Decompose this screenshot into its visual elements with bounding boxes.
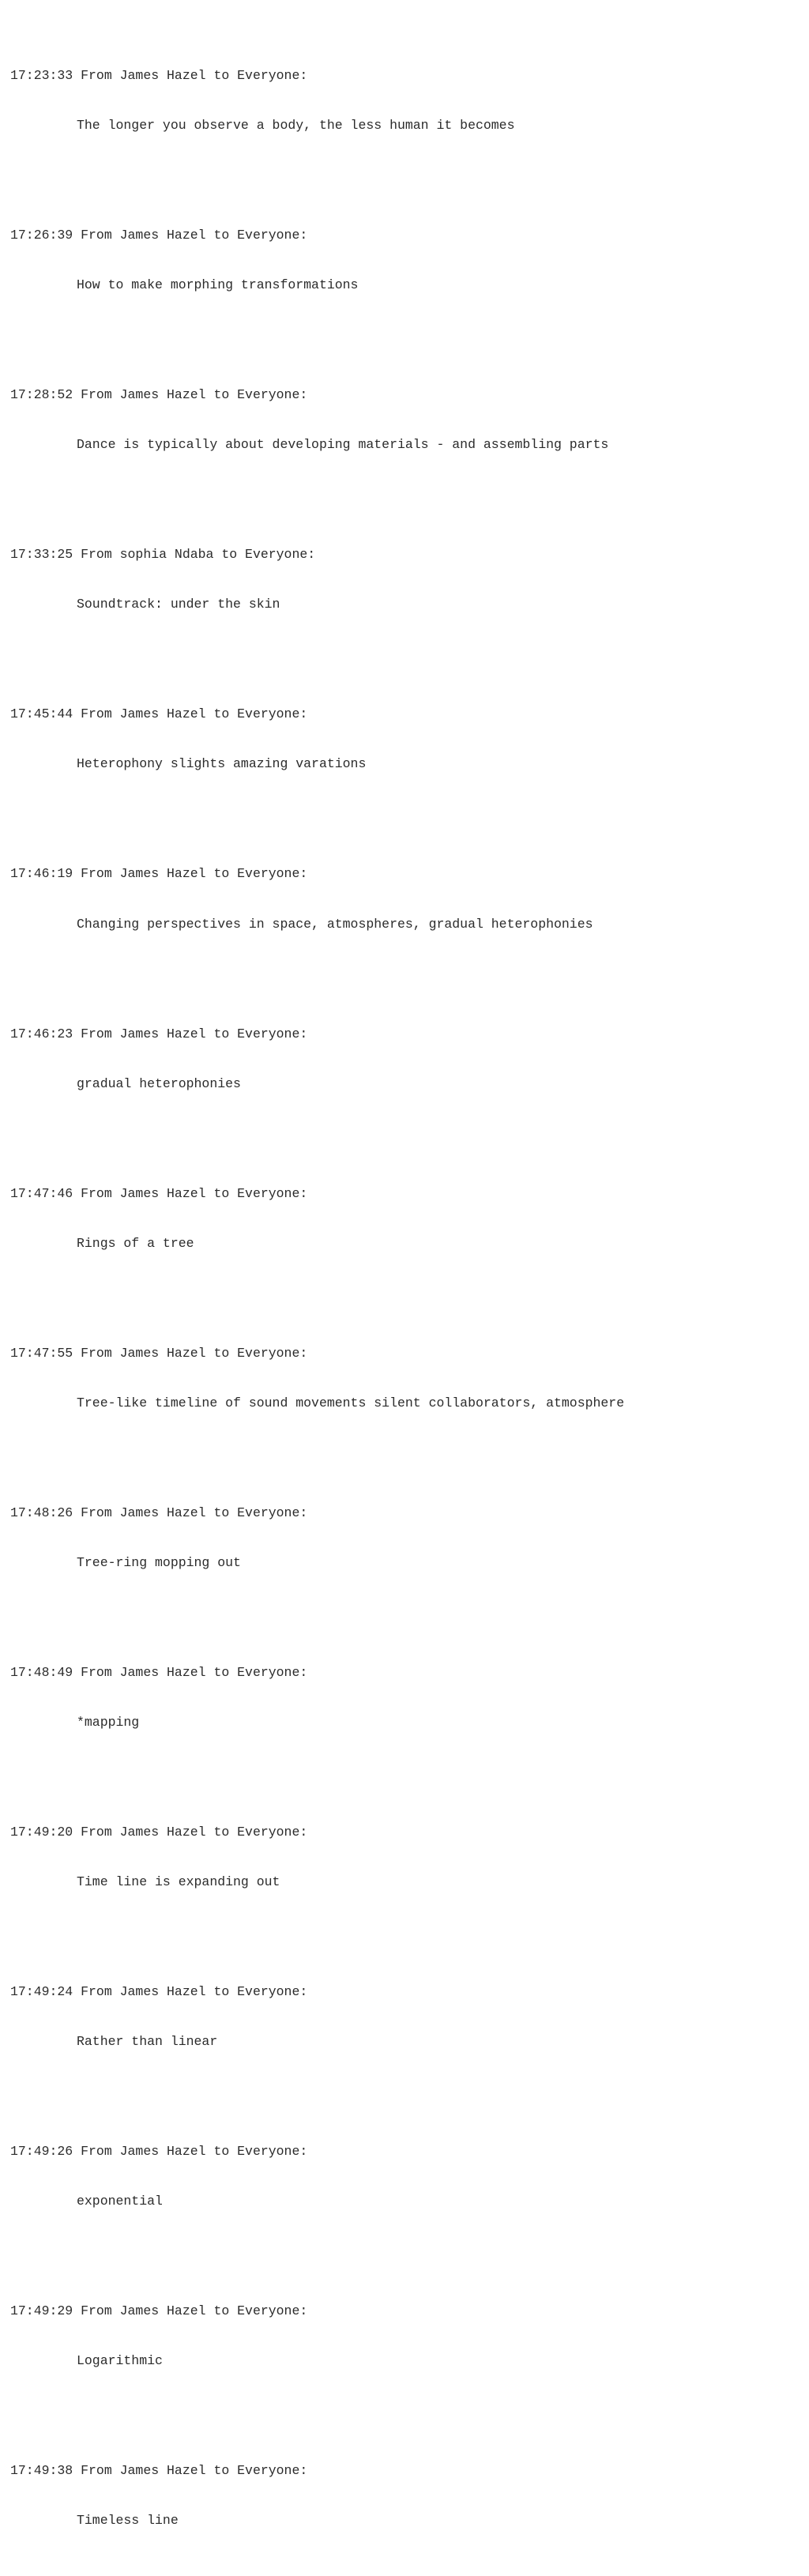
message-text: Timeless line bbox=[77, 2513, 179, 2529]
message-header: 17:46:19 From James Hazel to Everyone: bbox=[10, 866, 308, 882]
message-text: gradual heterophonies bbox=[77, 1075, 241, 1091]
message-text: How to make morphing transformations bbox=[77, 277, 359, 293]
message-header: 17:49:38 From James Hazel to Everyone: bbox=[10, 2463, 308, 2479]
message-header: 17:48:49 From James Hazel to Everyone: bbox=[10, 1664, 308, 1680]
message-text: Tree-like timeline of sound movements silent collaborators, atmosphere bbox=[77, 1395, 625, 1410]
message-header: 17:47:46 From James Hazel to Everyone: bbox=[10, 1185, 308, 1201]
message-text: Changing perspectives in space, atmospheres, gradual heterophonies bbox=[77, 916, 593, 932]
chat-message bbox=[10, 1154, 800, 1283]
message-header: 17:49:26 From James Hazel to Everyone: bbox=[10, 2144, 308, 2160]
chat-message bbox=[10, 36, 800, 165]
chat-message bbox=[10, 1792, 800, 1922]
message-header: 17:45:44 From James Hazel to Everyone: bbox=[10, 706, 308, 722]
message-text: Rather than linear bbox=[77, 2034, 218, 2050]
message-header: 17:23:33 From James Hazel to Everyone: bbox=[10, 68, 308, 83]
message-header: 17:49:24 From James Hazel to Everyone: bbox=[10, 1984, 308, 2000]
message-text: Time line is expanding out bbox=[77, 1874, 280, 1890]
chat-message bbox=[10, 1313, 800, 1443]
chat-message bbox=[10, 834, 800, 963]
message-header: 17:28:52 From James Hazel to Everyone: bbox=[10, 387, 308, 403]
message-text: *mapping bbox=[77, 1714, 140, 1730]
chat-message bbox=[10, 355, 800, 484]
message-header: 17:33:25 From sophia Ndaba to Everyone: bbox=[10, 547, 316, 563]
message-header: 17:46:23 From James Hazel to Everyone: bbox=[10, 1026, 308, 1041]
message-text: The longer you observe a body, the less human it becomes bbox=[77, 118, 515, 134]
message-text: Logarithmic bbox=[77, 2353, 163, 2369]
chat-log bbox=[10, 6, 800, 2576]
message-text: Dance is typically about developing materials - and assembling parts bbox=[77, 437, 609, 453]
chat-message bbox=[10, 2431, 800, 2560]
chat-message bbox=[10, 1952, 800, 2081]
chat-message bbox=[10, 674, 800, 804]
message-text: Soundtrack: under the skin bbox=[77, 597, 280, 612]
chat-message bbox=[10, 994, 800, 1124]
message-text: Tree-ring mopping out bbox=[77, 1554, 241, 1570]
chat-message bbox=[10, 2271, 800, 2401]
chat-message bbox=[10, 514, 800, 644]
chat-message bbox=[10, 1633, 800, 1762]
chat-message bbox=[10, 2111, 800, 2241]
message-text: Heterophony slights amazing varations bbox=[77, 756, 367, 772]
message-text: exponential bbox=[77, 2194, 163, 2209]
message-header: 17:49:29 From James Hazel to Everyone: bbox=[10, 2303, 308, 2319]
message-header: 17:26:39 From James Hazel to Everyone: bbox=[10, 228, 308, 243]
message-header: 17:47:55 From James Hazel to Everyone: bbox=[10, 1345, 308, 1361]
chat-message bbox=[10, 195, 800, 325]
message-header: 17:48:26 From James Hazel to Everyone: bbox=[10, 1505, 308, 1520]
chat-message bbox=[10, 1473, 800, 1602]
message-header: 17:49:20 From James Hazel to Everyone: bbox=[10, 1825, 308, 1840]
message-text: Rings of a tree bbox=[77, 1235, 194, 1251]
